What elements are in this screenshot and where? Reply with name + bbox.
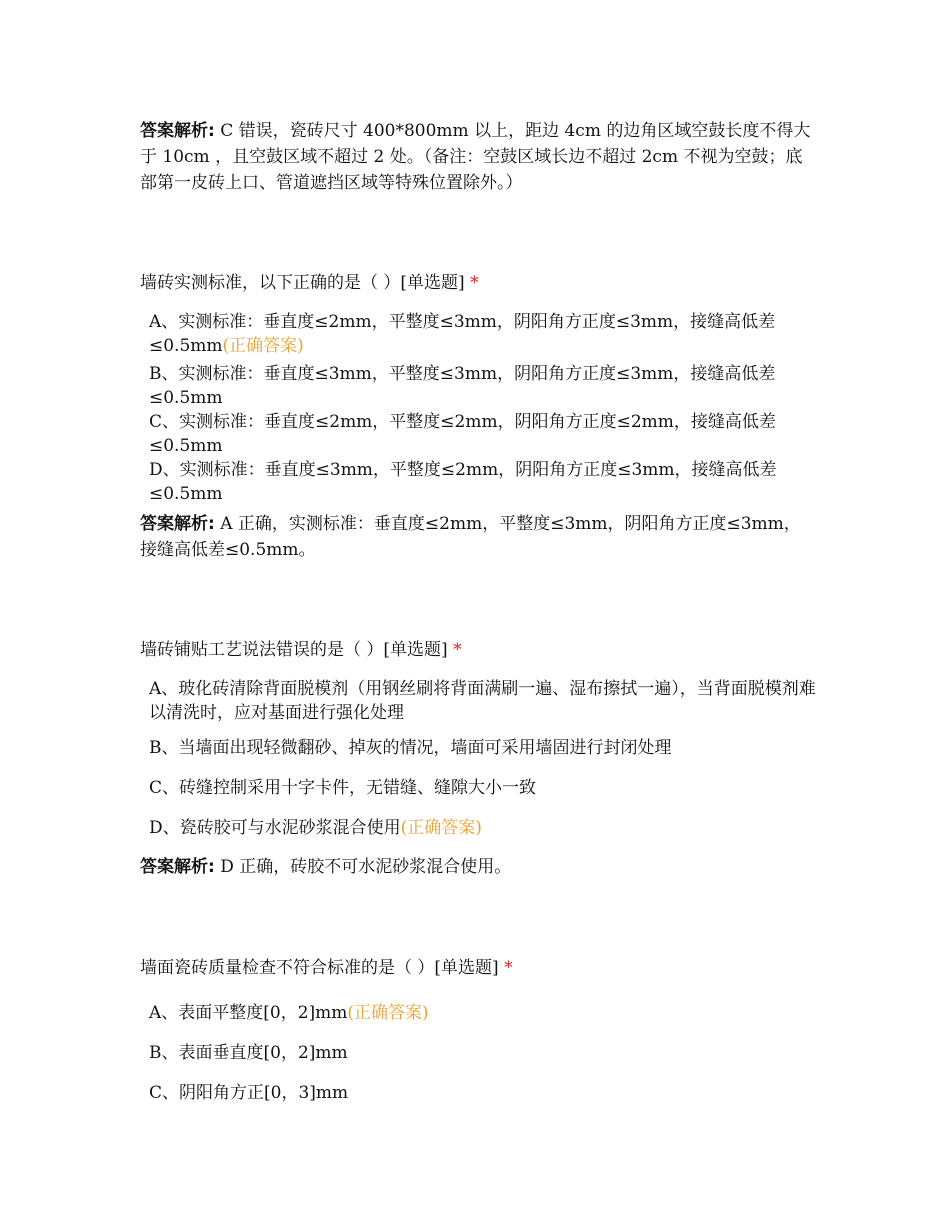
question-title (140, 270, 812, 296)
analysis-text: A 正确，实测标准：垂直度≤2mm，平整度≤3mm，阴阳角方正度≤3mm，接缝高低差≤0.5mm。 (140, 514, 801, 560)
correct-answer-tag: (正确答案) (400, 818, 482, 838)
question-title (140, 637, 812, 663)
option-d (140, 816, 821, 840)
option-text: C、阴阳角方正[0，3]mm (149, 1083, 349, 1103)
analysis-block (140, 118, 812, 196)
option-c (140, 410, 821, 458)
analysis-text: C 错误，瓷砖尺寸 400*800mm 以上，距边 4cm 的边角区域空鼓长度不得大于 10cm ，且空鼓区域不超过 2 处。（备注：空鼓区域长边不超过 2cm 不视为空鼓；底部第一皮砖上口、管道遮挡区域等特殊位置除外。） (140, 121, 811, 193)
analysis-label: 答案解析: (140, 857, 215, 877)
option-text: A、实测标准：垂直度≤2mm，平整度≤3mm，阴阳角方正度≤3mm，接缝高低差≤0.5mm (149, 312, 776, 356)
option-d (140, 458, 821, 506)
required-mark: * (470, 273, 479, 293)
correct-answer-tag: (正确答案) (222, 336, 304, 356)
option-text: A、玻化砖清除背面脱模剂（用钢丝刷将背面满刷一遍、湿布擦拭一遍），当背面脱模剂难以清洗时，应对基面进行强化处理 (149, 679, 816, 723)
analysis-block (140, 511, 812, 563)
option-text: C、实测标准：垂直度≤2mm，平整度≤2mm，阴阳角方正度≤2mm，接缝高低差≤0.5mm (149, 412, 776, 456)
option-text: B、实测标准：垂直度≤3mm，平整度≤3mm，阴阳角方正度≤3mm，接缝高低差≤0.5mm (149, 364, 776, 408)
option-text: B、表面垂直度[0，2]mm (149, 1043, 348, 1063)
option-a (140, 677, 821, 725)
option-a (140, 310, 821, 358)
required-mark: * (453, 640, 462, 660)
option-b (140, 362, 821, 410)
analysis-label: 答案解析: (140, 121, 215, 141)
required-mark: * (504, 958, 513, 978)
option-text: A、表面平整度[0，2]mm (149, 1003, 348, 1023)
question-text: 墙砖铺贴工艺说法错误的是（ ）[单选题] (140, 640, 448, 660)
question-title (140, 955, 812, 981)
option-c (140, 1081, 821, 1105)
analysis-text: D 正确，砖胶不可水泥砂浆混合使用。 (220, 857, 512, 877)
analysis-block (140, 854, 812, 880)
option-a (140, 1001, 821, 1025)
analysis-label: 答案解析: (140, 514, 215, 534)
option-text: C、砖缝控制采用十字卡件，无错缝、缝隙大小一致 (149, 778, 537, 798)
option-text: D、实测标准：垂直度≤3mm，平整度≤2mm，阴阳角方正度≤3mm，接缝高低差≤0.5mm (149, 460, 777, 504)
option-b (140, 736, 821, 760)
option-b (140, 1041, 821, 1065)
question-text: 墙面瓷砖质量检查不符合标准的是（ ）[单选题] (140, 958, 499, 978)
question-text: 墙砖实测标准，以下正确的是（ ）[单选题] (140, 273, 465, 293)
correct-answer-tag: (正确答案) (347, 1003, 429, 1023)
option-text: B、当墙面出现轻微翻砂、掉灰的情况，墙面可采用墙固进行封闭处理 (149, 738, 672, 758)
option-c (140, 776, 821, 800)
option-text: D、瓷砖胶可与水泥砂浆混合使用 (149, 818, 401, 838)
